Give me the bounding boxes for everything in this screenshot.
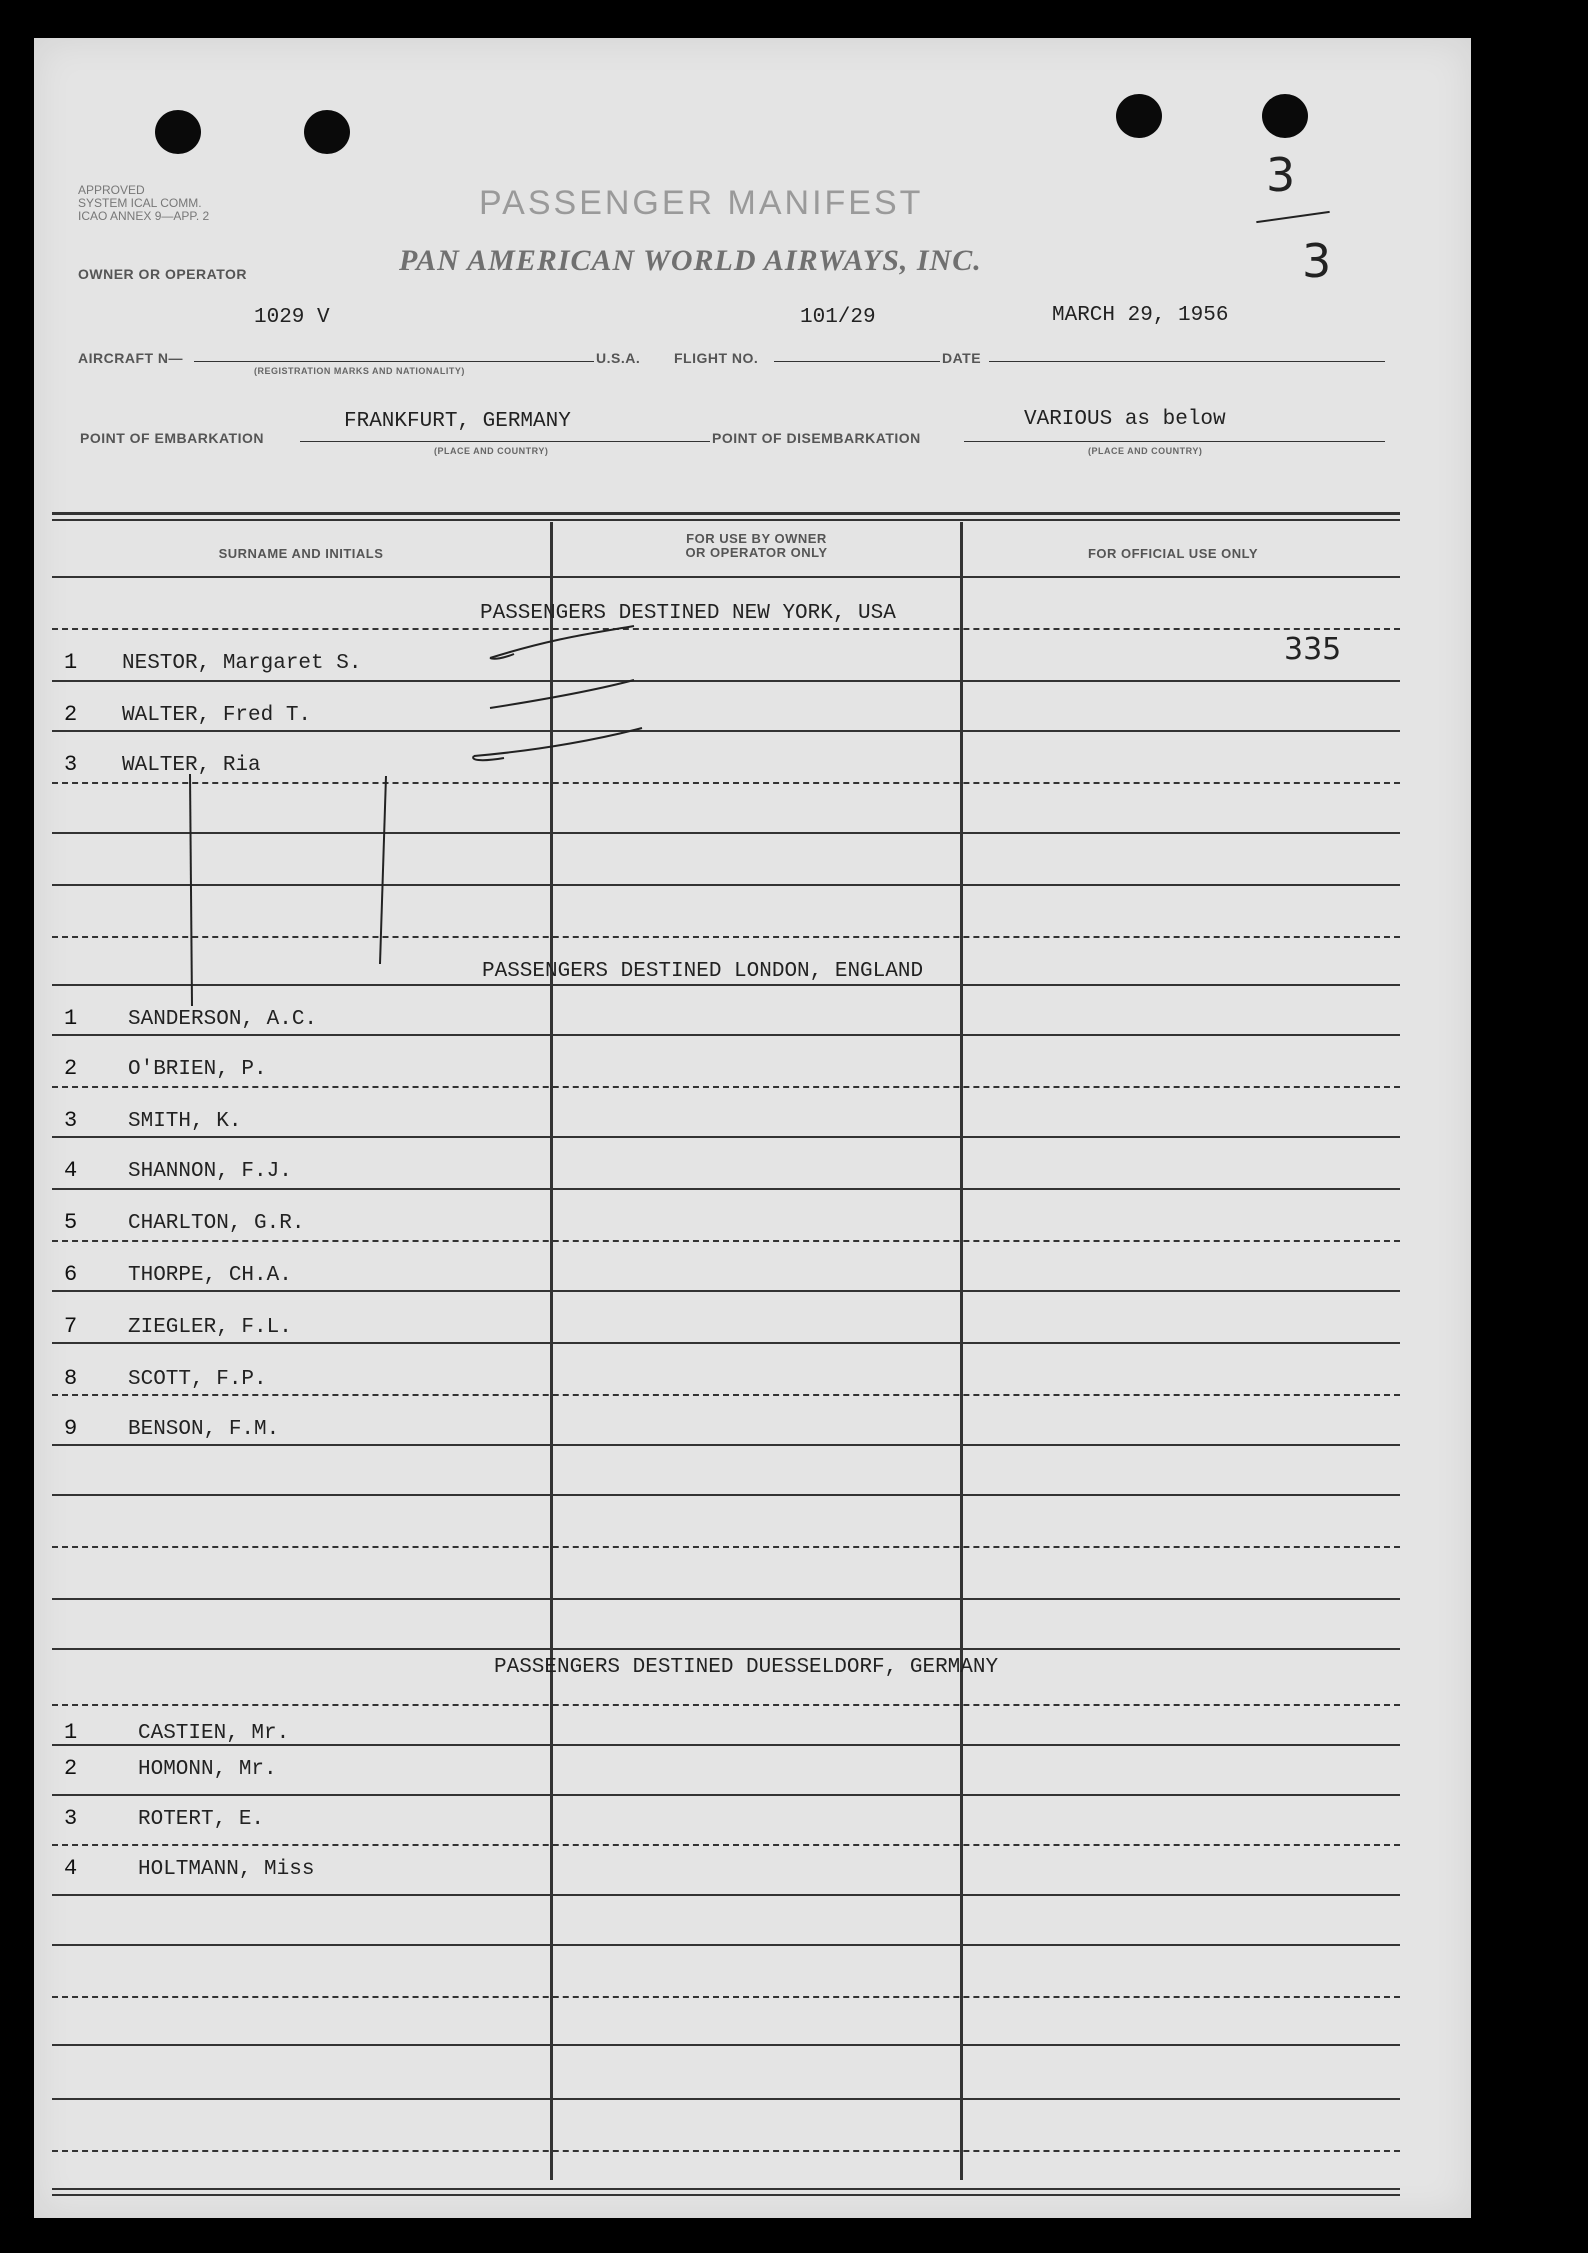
date-label: DATE bbox=[942, 350, 982, 366]
page-title: PASSENGER MANIFEST bbox=[479, 184, 924, 222]
passenger-name: WALTER, Fred T. bbox=[122, 704, 312, 727]
col-header-owner-line: OR OPERATOR ONLY bbox=[685, 545, 828, 560]
owner-value: PAN AMERICAN WORLD AIRWAYS, INC. bbox=[399, 244, 982, 277]
approval-line: ICAO ANNEX 9—APP. 2 bbox=[78, 209, 210, 223]
passenger-number: 3 bbox=[64, 752, 78, 777]
passenger-number: 3 bbox=[64, 1108, 78, 1133]
passenger-number: 2 bbox=[64, 1756, 78, 1781]
section-heading: PASSENGERS DESTINED NEW YORK, USA bbox=[480, 602, 896, 625]
official-mark: 335 bbox=[1284, 632, 1342, 667]
disembark-sublabel: (PLACE AND COUNTRY) bbox=[1088, 446, 1203, 456]
aircraft-label: AIRCRAFT N— bbox=[78, 350, 184, 366]
handwritten-marks bbox=[34, 38, 1471, 2218]
col-header-surname: SURNAME AND INITIALS bbox=[218, 546, 384, 561]
col-header-owner-line: FOR USE BY OWNER bbox=[686, 531, 827, 546]
approval-line: SYSTEM ICAL COMM. bbox=[78, 196, 202, 210]
passenger-number: 6 bbox=[64, 1262, 78, 1287]
passenger-number: 4 bbox=[64, 1856, 78, 1881]
passenger-name: CASTIEN, Mr. bbox=[138, 1722, 290, 1745]
date-value: MARCH 29, 1956 bbox=[1052, 304, 1229, 327]
section-heading: PASSENGERS DESTINED DUESSELDORF, GERMANY bbox=[494, 1656, 999, 1679]
owner-label: OWNER OR OPERATOR bbox=[78, 266, 247, 282]
passenger-name: HOMONN, Mr. bbox=[138, 1758, 277, 1781]
passenger-number: 2 bbox=[64, 1056, 78, 1081]
section-heading: PASSENGERS DESTINED LONDON, ENGLAND bbox=[482, 960, 924, 983]
passenger-name: CHARLTON, G.R. bbox=[128, 1212, 305, 1235]
passenger-number: 1 bbox=[64, 650, 78, 675]
approval-line: APPROVED bbox=[78, 183, 145, 197]
passenger-number: 2 bbox=[64, 702, 78, 727]
passenger-number: 1 bbox=[64, 1006, 78, 1031]
flight-label: FLIGHT NO. bbox=[674, 350, 759, 366]
passenger-name: THORPE, CH.A. bbox=[128, 1264, 292, 1287]
page-mark-bottom: 3 bbox=[1302, 234, 1332, 288]
passenger-name: NESTOR, Margaret S. bbox=[122, 652, 362, 675]
passenger-number: 7 bbox=[64, 1314, 78, 1339]
passenger-name: ZIEGLER, F.L. bbox=[128, 1316, 292, 1339]
flight-value: 101/29 bbox=[800, 306, 876, 329]
passenger-name: SANDERSON, A.C. bbox=[128, 1008, 318, 1031]
passenger-name: SMITH, K. bbox=[128, 1110, 242, 1133]
disembark-value: VARIOUS as below bbox=[1024, 408, 1226, 431]
manifest-sheet bbox=[34, 38, 1471, 2218]
page-mark-top: 3 bbox=[1266, 148, 1296, 202]
passenger-name: BENSON, F.M. bbox=[128, 1418, 280, 1441]
passenger-number: 8 bbox=[64, 1366, 78, 1391]
passenger-number: 5 bbox=[64, 1210, 78, 1235]
passenger-name: O'BRIEN, P. bbox=[128, 1058, 267, 1081]
embark-label: POINT OF EMBARKATION bbox=[80, 430, 264, 446]
usa-label: U.S.A. bbox=[596, 350, 641, 366]
passenger-number: 4 bbox=[64, 1158, 78, 1183]
embark-sublabel: (PLACE AND COUNTRY) bbox=[434, 446, 549, 456]
passenger-number: 1 bbox=[64, 1720, 78, 1745]
aircraft-sublabel: (REGISTRATION MARKS AND NATIONALITY) bbox=[254, 366, 465, 376]
col-header-official: FOR OFFICIAL USE ONLY bbox=[1087, 546, 1259, 561]
passenger-name: ROTERT, E. bbox=[138, 1808, 265, 1831]
passenger-number: 3 bbox=[64, 1806, 78, 1831]
passenger-number: 9 bbox=[64, 1416, 78, 1441]
embark-value: FRANKFURT, GERMANY bbox=[344, 410, 571, 433]
passenger-name: SHANNON, F.J. bbox=[128, 1160, 292, 1183]
disembark-label: POINT OF DISEMBARKATION bbox=[712, 430, 921, 446]
passenger-name: WALTER, Ria bbox=[122, 754, 261, 777]
passenger-name: SCOTT, F.P. bbox=[128, 1368, 267, 1391]
aircraft-value: 1029 V bbox=[254, 306, 330, 329]
passenger-name: HOLTMANN, Miss bbox=[138, 1858, 315, 1881]
